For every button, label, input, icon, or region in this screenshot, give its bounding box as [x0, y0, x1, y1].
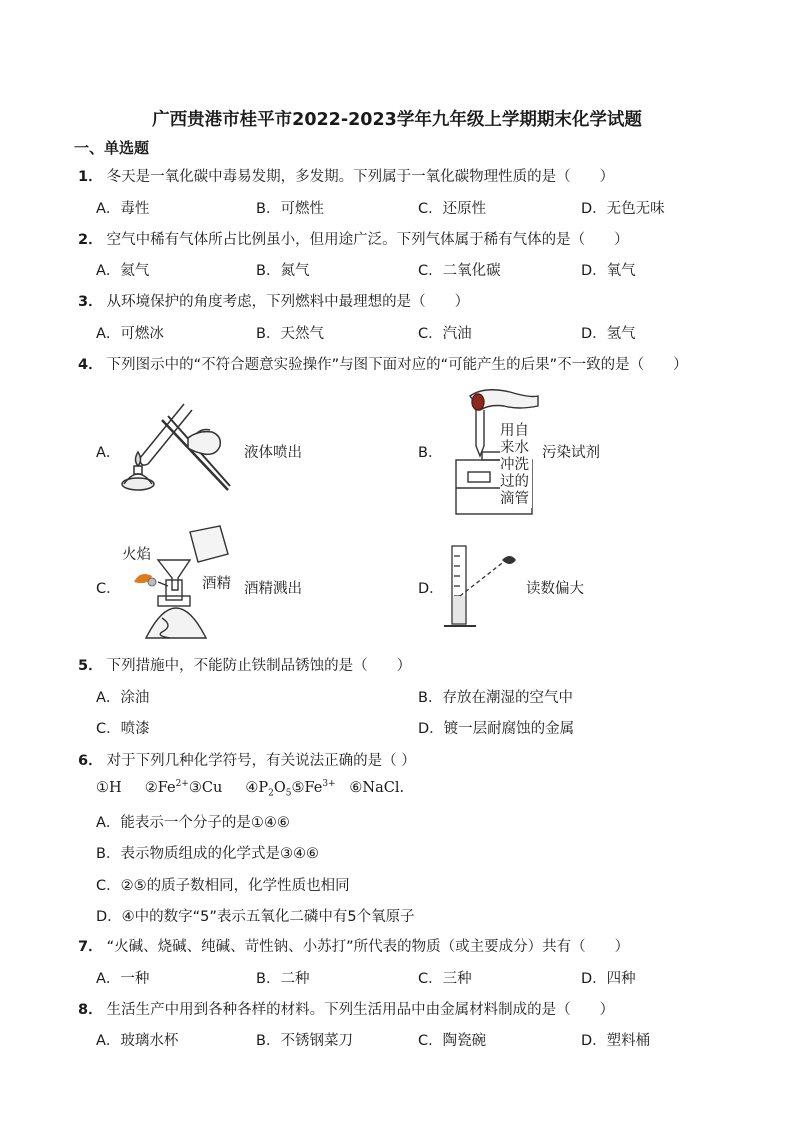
symbol: Fe	[304, 779, 323, 796]
symbol-index: ①	[96, 779, 109, 796]
question-8	[78, 998, 614, 1019]
symbol-index: ③	[188, 779, 202, 796]
question-number: 3．	[78, 294, 103, 310]
option-d: D．氢气	[581, 326, 636, 342]
option-a: A．玻璃水杯	[96, 1033, 179, 1049]
symbol-charge: 3+	[322, 779, 336, 789]
section-heading: 一、单选题	[74, 139, 150, 157]
option-a-letter: A．	[96, 445, 121, 461]
option-a: A．一种	[96, 971, 150, 987]
option-c: C．还原性	[418, 201, 487, 217]
option-d: D．四种	[581, 971, 636, 987]
question-text: 从环境保护的角度考虑，下列燃料中最理想的是（ ）	[106, 294, 470, 310]
symbol: Cu	[201, 779, 223, 796]
question-number: 8．	[78, 1002, 103, 1018]
option-c: C．喷漆	[96, 721, 150, 737]
option-d: D．镀一层耐腐蚀的金属	[418, 721, 575, 737]
question-number: 4．	[78, 357, 103, 373]
note-line: 来水	[500, 440, 529, 456]
question-number: 1．	[78, 169, 103, 185]
question-text: “火碱、烧碱、纯碱、苛性钠、小苏打”所代表的物质（或主要成分）共有（ ）	[106, 939, 630, 955]
option-a: A．涂油	[96, 690, 150, 706]
option-b: B．二种	[256, 971, 310, 987]
question-number: 5．	[78, 658, 103, 674]
option-d-letter: D．	[418, 581, 444, 597]
question-text: 下列图示中的“不符合题意实验操作”与图下面对应的“可能产生的后果”不一致的是（ ）	[106, 357, 688, 373]
option-b: B．存放在潮湿的空气中	[418, 690, 573, 706]
chemical-symbols	[96, 779, 404, 799]
option-c: C．三种	[418, 971, 472, 987]
option-d: D．无色无味	[581, 201, 665, 217]
option-c-letter: C．	[96, 581, 121, 597]
symbol: P	[258, 779, 269, 796]
option-a-label: 液体喷出	[244, 445, 302, 461]
question-text: 生活生产中用到各种各样的材料。下列生活用品中由金属材料制成的是（ ）	[106, 1002, 615, 1018]
flame-note: 火焰	[122, 547, 151, 563]
option-d: D．氧气	[581, 263, 636, 279]
symbol: H	[109, 779, 122, 796]
question-text: 下列措施中，不能防止铁制品锈蚀的是（ ）	[106, 658, 412, 674]
option-b: B．天然气	[256, 326, 324, 342]
option-c-label: 酒精溅出	[244, 581, 302, 597]
symbol-index: ⑤	[291, 779, 305, 796]
note-line: 用自	[500, 423, 529, 439]
option-b-letter: B．	[418, 445, 443, 461]
symbol-subscript: 2	[268, 788, 274, 799]
question-text: 对于下列几种化学符号，有关说法正确的是（ ）	[106, 753, 416, 769]
option-c: C．汽油	[418, 326, 472, 342]
option-c: C．二氧化碳	[418, 263, 501, 279]
question-7	[78, 935, 629, 956]
figure-heating-test-tube	[118, 396, 240, 496]
question-3	[78, 290, 469, 311]
option-d: D．④中的数字“5”表示五氧化二磷中有5个氧原子	[96, 909, 415, 925]
symbol: O	[273, 779, 286, 796]
option-a: A．能表示一个分子的是①④⑥	[96, 815, 290, 831]
question-number: 2．	[78, 232, 103, 248]
option-b: B．不锈钢菜刀	[256, 1033, 353, 1049]
note-line: 过的	[500, 474, 529, 490]
option-c: C．②⑤的质子数相同，化学性质也相同	[96, 878, 350, 894]
option-b: B．可燃性	[256, 201, 324, 217]
alcohol-note: 酒精	[202, 576, 231, 592]
question-number: 7．	[78, 939, 103, 955]
symbol: Fe	[157, 779, 176, 796]
option-b: B．表示物质组成的化学式是③④⑥	[96, 846, 319, 862]
option-b: B．氮气	[256, 263, 310, 279]
option-d-label: 读数偏大	[526, 581, 584, 597]
symbol-subscript: 5	[285, 788, 292, 799]
question-4	[78, 353, 688, 374]
option-c: C．陶瓷碗	[418, 1033, 487, 1049]
question-number: 6．	[78, 753, 103, 769]
question-text: 空气中稀有气体所占比例虽小，但用途广泛。下列气体属于稀有气体的是（ ）	[106, 232, 629, 248]
option-a: A．毒性	[96, 201, 150, 217]
question-6	[78, 749, 416, 770]
note-line: 滴管	[500, 491, 529, 507]
question-text: 冬天是一氧化碳中毒易发期，多发期。下列属于一氧化碳物理性质的是（ ）	[106, 169, 615, 185]
note-line: 冲洗	[500, 457, 529, 473]
symbol-charge: 2+	[175, 779, 189, 789]
symbol-index: ②	[144, 779, 158, 796]
figure-graduated-cylinder	[440, 540, 524, 632]
dropper-note	[500, 423, 532, 508]
page-title: 广西贵港市桂平市2022-2023学年九年级上学期期末化学试题	[152, 110, 642, 130]
option-a: A．氦气	[96, 263, 150, 279]
question-1	[78, 165, 614, 186]
option-b-label: 污染试剂	[542, 445, 600, 461]
question-5	[78, 654, 411, 675]
option-d: D．塑料桶	[581, 1033, 651, 1049]
figure-alcohol-lamp	[118, 522, 238, 646]
symbol: NaCl.	[362, 779, 405, 796]
option-a: A．可燃冰	[96, 326, 164, 342]
symbol-index: ⑥	[349, 779, 363, 796]
question-2	[78, 228, 629, 249]
symbol-index: ④	[245, 779, 259, 796]
